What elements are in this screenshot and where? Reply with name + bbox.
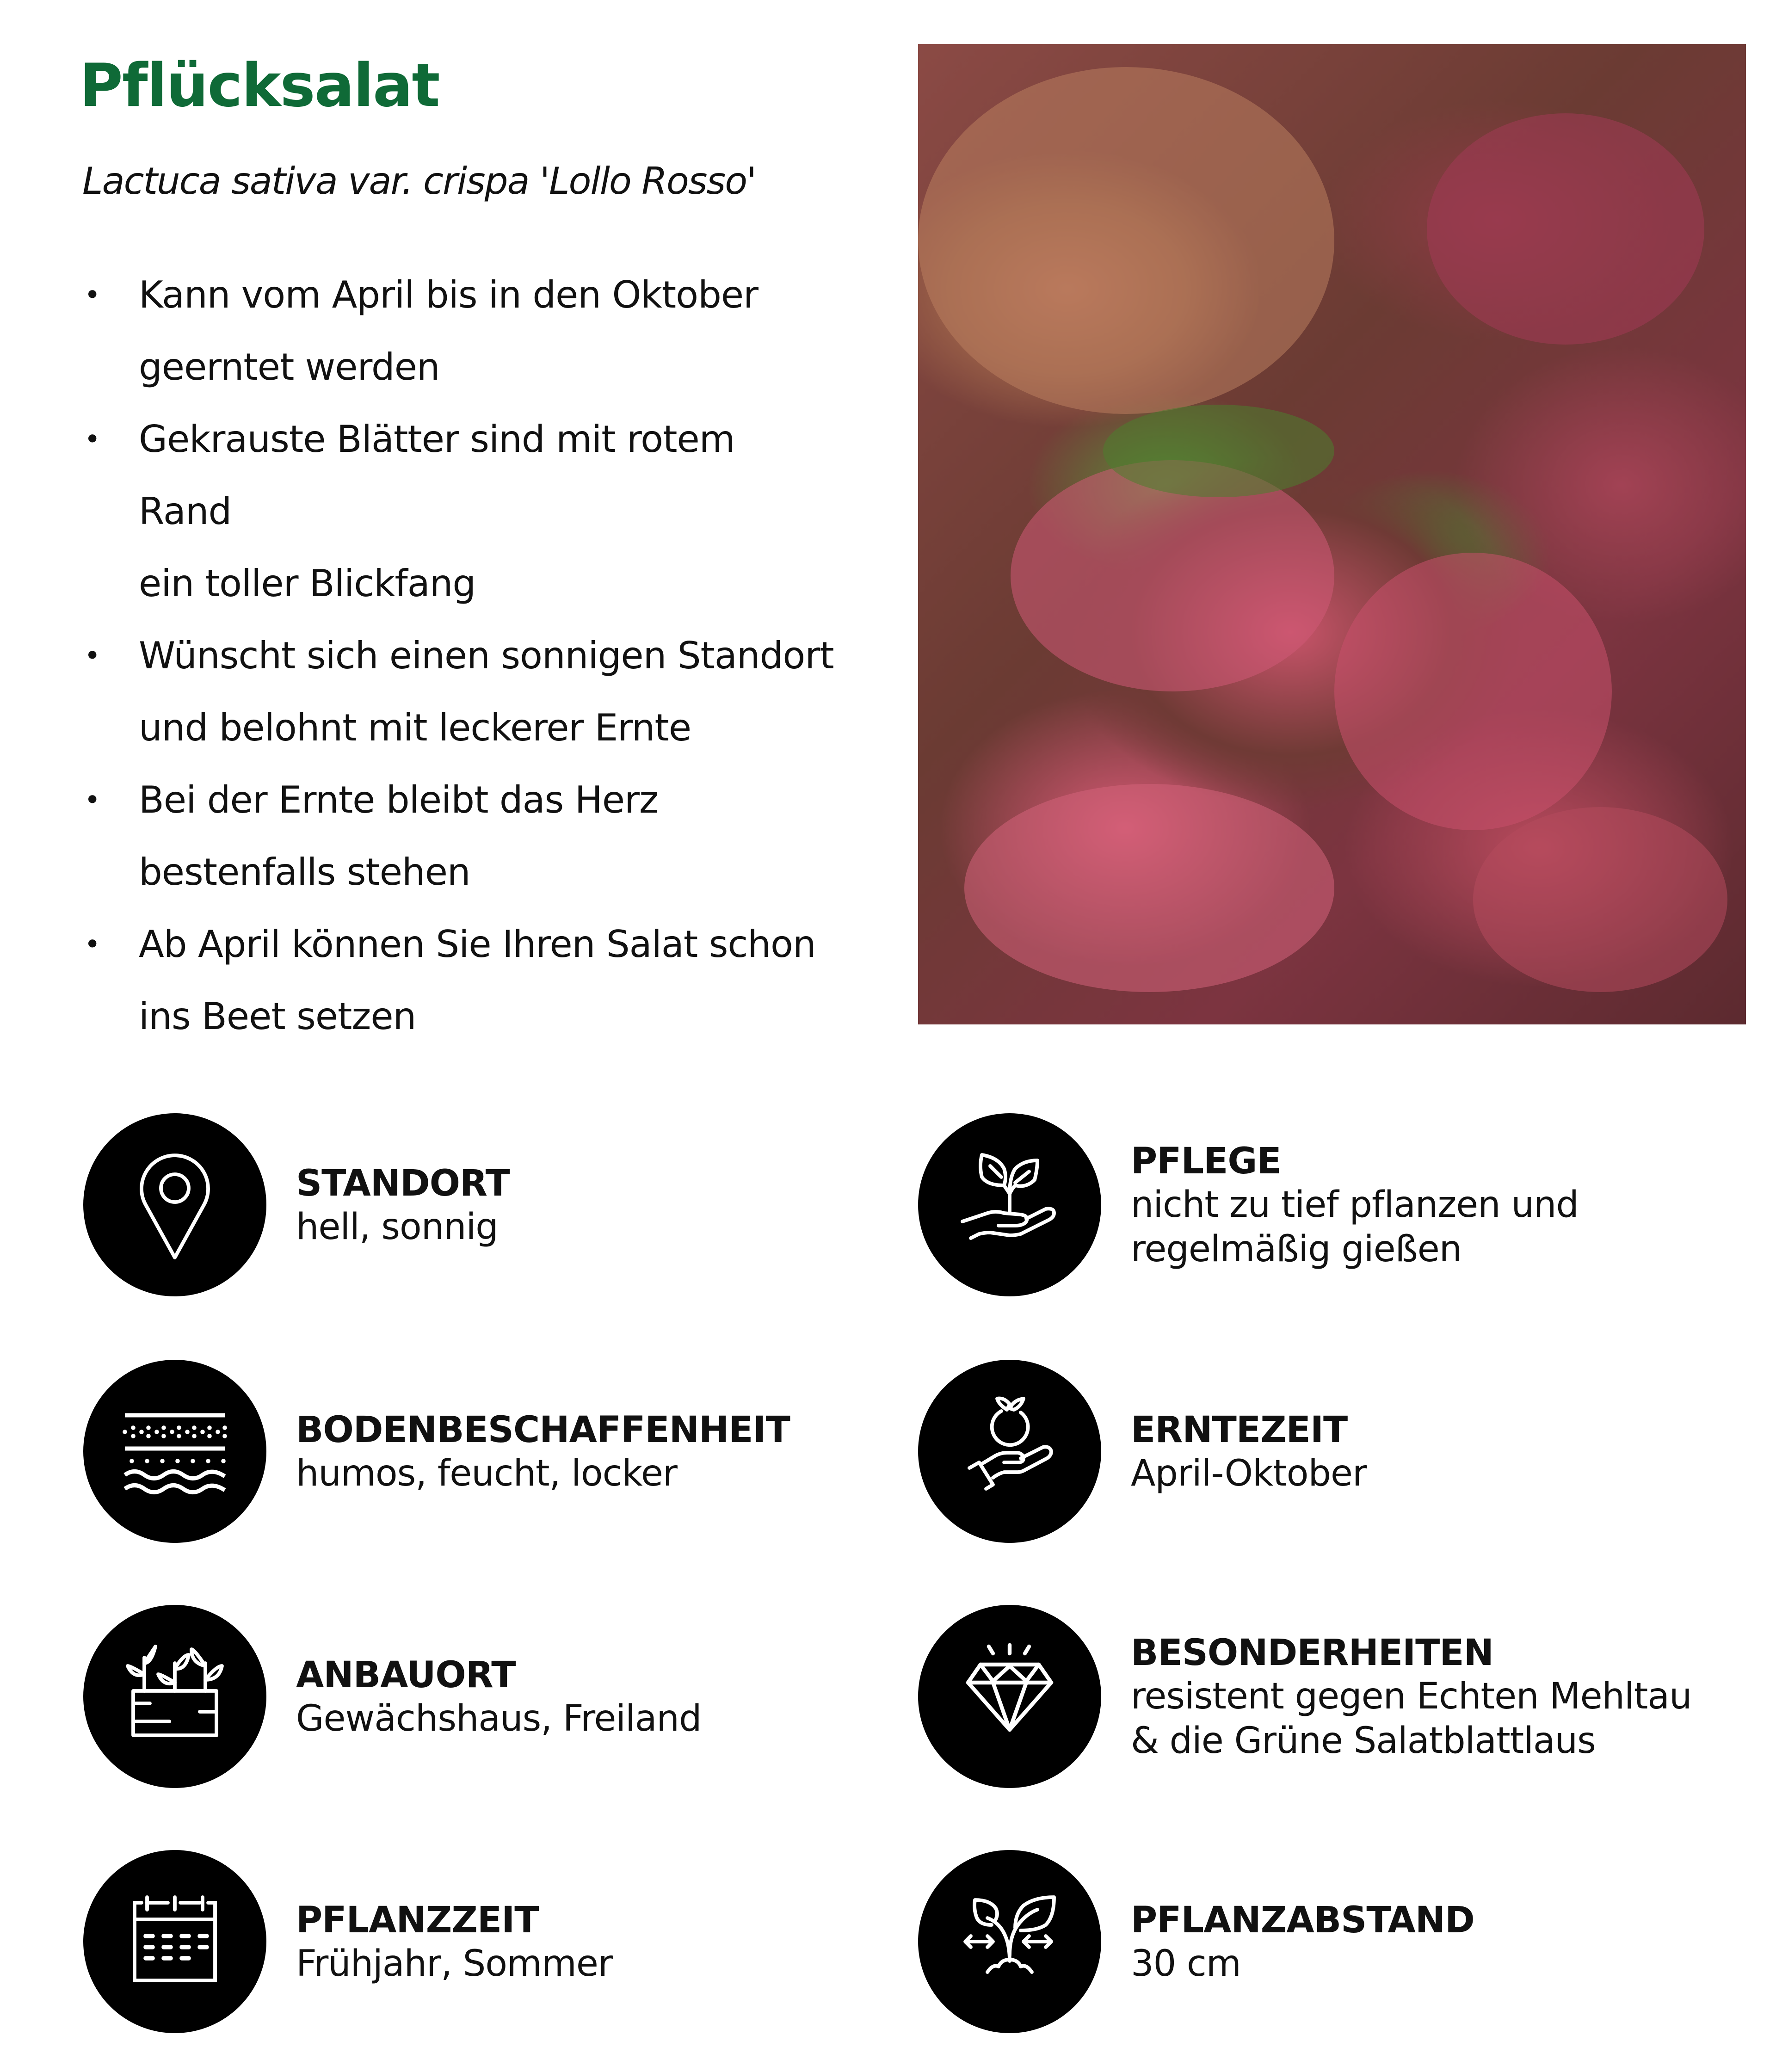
feature-bullet-list: [79, 259, 837, 1053]
calendar-icon: [83, 1850, 266, 2033]
bullet-icon: •: [84, 640, 100, 672]
bullet-icon: •: [84, 423, 100, 456]
hand-fruit-icon: [918, 1360, 1101, 1543]
feature-label: PFLANZZEIT: [296, 1899, 539, 1941]
hand-seedling-icon: [918, 1113, 1101, 1296]
feature-value: Gewächshaus, Freiland: [296, 1698, 702, 1739]
feature-label: STANDORT: [296, 1163, 510, 1204]
diamond-icon: [918, 1605, 1101, 1788]
feature-label: BESONDERHEITEN: [1131, 1632, 1493, 1674]
feature-value: resistent gegen Echten Mehltau: [1131, 1676, 1692, 1717]
feature-value: & die Grüne Salatblattlaus: [1131, 1720, 1596, 1762]
feature-label: ERNTEZEIT: [1131, 1409, 1348, 1451]
bullet-icon: •: [84, 784, 100, 816]
feature-value: April-Oktober: [1131, 1453, 1367, 1494]
feature-pflanzabstand: [918, 1850, 1704, 2035]
bullet-item: • Bei der Ernte bleibt das Herz bestenfalls stehen: [79, 764, 837, 908]
feature-bodenbeschaffenheit: [83, 1360, 870, 1545]
feature-value: 30 cm: [1131, 1943, 1241, 1985]
planter-box-icon: [83, 1605, 266, 1788]
bullet-icon: •: [84, 279, 100, 311]
product-photo: [918, 44, 1746, 1024]
feature-pflege: [918, 1113, 1704, 1298]
feature-value: nicht zu tief pflanzen und: [1131, 1184, 1579, 1226]
feature-besonderheiten: [918, 1605, 1704, 1790]
feature-anbauort: [83, 1605, 870, 1790]
feature-label: ANBAUORT: [296, 1654, 516, 1696]
feature-label: PFLANZABSTAND: [1131, 1899, 1474, 1941]
bullet-item: • Wünscht sich einen sonnigen Standort und belohnt mit leckerer Ernte: [79, 620, 837, 764]
bullet-item: • Gekrauste Blätter sind mit rotem Rand ein toller Blickfang: [79, 403, 837, 620]
plant-spacing-icon: [918, 1850, 1101, 2033]
bullet-item: • Kann vom April bis in den Oktober geerntet werden: [79, 259, 837, 403]
bullet-icon: •: [84, 928, 100, 961]
page-title: Pflücksalat: [80, 51, 439, 120]
soil-layers-icon: [83, 1360, 266, 1543]
feature-erntezeit: [918, 1360, 1704, 1545]
bullet-item: • Ab April können Sie Ihren Salat schon ins Beet setzen: [79, 908, 837, 1053]
feature-value: Frühjahr, Sommer: [296, 1943, 612, 1985]
botanical-name: Lactuca sativa var. crispa 'Lollo Rosso': [82, 160, 756, 203]
feature-value: humos, feucht, locker: [296, 1453, 677, 1494]
feature-label: PFLEGE: [1131, 1141, 1281, 1182]
feature-value: hell, sonnig: [296, 1206, 498, 1248]
feature-pflanzzeit: [83, 1850, 870, 2035]
feature-value: regelmäßig gießen: [1131, 1228, 1462, 1270]
location-pin-icon: [83, 1113, 266, 1296]
feature-standort: [83, 1113, 870, 1298]
feature-label: BODENBESCHAFFENHEIT: [296, 1409, 790, 1451]
